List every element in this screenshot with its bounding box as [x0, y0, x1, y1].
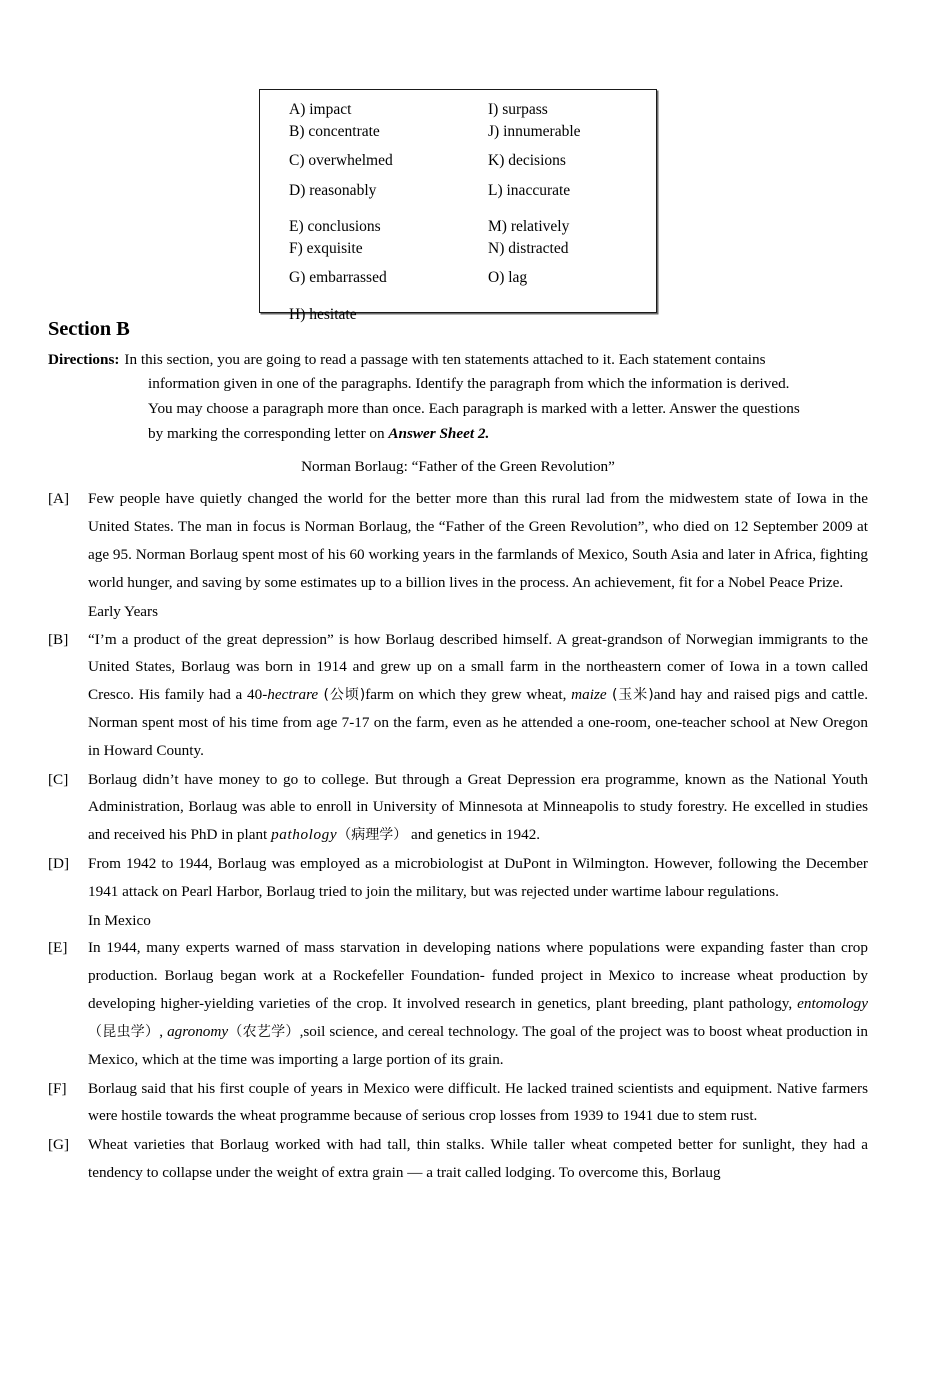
gloss-pathology-cjk: （病理学）	[337, 827, 408, 844]
passage-paragraph-c	[48, 766, 868, 849]
word-bank-option[interactable]: C) overwhelmed	[289, 152, 393, 169]
paragraph-text: Borlaug said that his first couple of years in Mexico were difficult. He lacked trained scientists and equipment. Native farmers were hostile towards the wheat programme because of serious crop losses from 1939 to 1941 due to stem rust.	[88, 1079, 868, 1125]
passage-paragraph-f	[48, 1075, 868, 1131]
section-title: Section B	[48, 318, 130, 340]
word-bank-option[interactable]: D) reasonably	[289, 181, 377, 199]
directions-line: You may choose a paragraph more than once. Each paragraph is marked with a letter. Answer the questions	[148, 400, 800, 418]
gloss-hectare-cjk: (公顷)	[318, 687, 366, 704]
paragraph-run: and hay and raised pigs and cattle. Norman spent most of his time from age 7-17 on the farm, even as he attended a one-room, one-teacher school at New Oregon in Howard County.	[88, 686, 869, 759]
word-bank-option[interactable]: B) concentrate	[289, 122, 380, 140]
word-bank-option[interactable]: M) relatively	[488, 218, 570, 235]
paragraph-text	[88, 626, 868, 765]
paragraph-run: ,	[159, 1022, 168, 1040]
word-bank-option[interactable]: H) hesitate	[289, 305, 357, 323]
paragraph-marker: [E]	[48, 939, 68, 957]
directions-text: In this section, you are going to read a passage with ten statements attached to it. Each statement contains	[124, 350, 766, 368]
passage-paragraph-d	[48, 850, 868, 906]
passage-paragraph-g	[48, 1131, 868, 1187]
word-bank	[260, 90, 656, 323]
word-bank-right-column	[488, 102, 581, 286]
word-bank-option[interactable]: G) embarrassed	[289, 269, 387, 286]
word-bank-option[interactable]: E) conclusions	[289, 218, 381, 235]
gloss-maize-cjk: (玉米)	[606, 687, 654, 704]
paragraph-text	[88, 934, 868, 1073]
paragraph-text	[88, 766, 868, 849]
directions-line	[48, 348, 868, 373]
passage-title: Norman Borlaug: “Father of the Green Revolution”	[301, 457, 615, 475]
passage-paragraph-a	[48, 485, 868, 596]
paragraph-marker: [B]	[48, 630, 69, 648]
term-hectrare: hectrare	[267, 686, 319, 704]
paragraph-run: and genetics in 1942.	[407, 826, 541, 844]
paragraph-marker: [C]	[48, 770, 69, 788]
directions-line	[148, 422, 868, 447]
directions-text: by marking the corresponding letter on	[148, 424, 389, 442]
gloss-entomology-cjk: （昆虫学）	[88, 1023, 160, 1040]
word-bank-option[interactable]: K) decisions	[488, 152, 566, 169]
paragraph-text: Few people have quietly changed the world for the better more than this rural lad from the midwestem state of Iowa in the United States. The man in focus is Norman Borlaug, the “Father of the Green Revolution”, who died on 12 September 2009 at age 95. Norman Borlaug spent most of his 60 working years in the farmlands of Mexico, South Asia and later in Africa, fighting world hunger, and saving by some estimates up to a billion lives in the process. An achievement, fit for a Nobel Peace Prize.	[88, 490, 868, 591]
paragraph-text: From 1942 to 1944, Borlaug was employed as a microbiologist at DuPont in Wilmington. However, following the December 1941 attack on Pearl Harbor, Borlaug tried to join the military, but was rejected under wartime labour regulations.	[88, 855, 868, 900]
paragraph-marker: [A]	[48, 490, 70, 508]
subheading-in-mexico: In Mexico	[88, 911, 151, 929]
passage-paragraph-e	[48, 934, 868, 1073]
word-bank-box	[259, 89, 657, 323]
paragraph-text: Wheat varieties that Borlaug worked with had tall, thin stalks. While taller wheat competed better for sunlight, they had a tendency to collapse under the weight of extra grain — a trait called lodging. To overcome this, Borlaug	[88, 1136, 868, 1181]
word-bank-option[interactable]: N) distracted	[488, 239, 569, 257]
paragraph-run: ,soil science, and cereal technology. The goal of the project was to boost wheat production in Mexico, which at the time was importing a large portion of its grain.	[88, 1022, 869, 1068]
passage-paragraph-b	[48, 626, 868, 765]
term-entomology: entomology	[797, 995, 868, 1013]
directions-label: Directions:	[48, 350, 120, 368]
word-bank-option[interactable]: A) impact	[289, 101, 352, 118]
paragraph-marker: [F]	[48, 1079, 67, 1097]
paragraph-marker: [G]	[48, 1136, 70, 1154]
paragraph-run: “I’m a product of the great depression” is how Borlaug described himself. A great-grandson of Norwegian immigrants to the United States, Borlaug was born in 1914 and grew up on a small farm in the northeastern comer of Iowa in a town called Cresco. His family had a 40-	[88, 630, 868, 704]
subheading-early-years: Early Years	[88, 602, 159, 620]
word-bank-option[interactable]: O) lag	[488, 269, 528, 286]
term-maize: maize	[571, 686, 607, 704]
answer-sheet-emphasis: Answer Sheet 2.	[388, 424, 490, 442]
word-bank-option[interactable]: L) inaccurate	[488, 181, 571, 199]
paragraph-marker: [D]	[48, 855, 70, 873]
gloss-agronomy-cjk: （农艺学）	[228, 1023, 300, 1040]
paragraph-run: Borlaug didn’t have money to go to college. But through a Great Depression era programme, known as the National Youth Administration, Borlaug was able to enroll in University of Minnesota at Minneapolis to study forestry. He excelled in studies and received his PhD in plant	[88, 770, 868, 844]
word-bank-option[interactable]: I) surpass	[488, 101, 548, 118]
directions-block	[48, 348, 868, 447]
term-agronomy: agronomy	[167, 1022, 229, 1040]
term-pathology: pathology	[271, 826, 338, 844]
paragraph-run: farm on which they grew wheat,	[365, 686, 572, 704]
directions-line: information given in one of the paragraphs. Identify the paragraph from which the information is derived.	[148, 375, 790, 393]
word-bank-option[interactable]: F) exquisite	[289, 239, 363, 257]
paragraph-run: In 1944, many experts warned of mass starvation in developing nations where populations were expanding faster than crop production. Borlaug began work at a Rockefeller Foundation- funded project in Mexico to increase wheat production by developing higher-yielding varieties of the crop. It involved research in genetics, plant breeding, plant pathology,	[88, 939, 868, 1013]
document-content	[48, 318, 868, 1188]
word-bank-option[interactable]: J) innumerable	[488, 122, 581, 140]
word-bank-left-column	[289, 102, 393, 322]
